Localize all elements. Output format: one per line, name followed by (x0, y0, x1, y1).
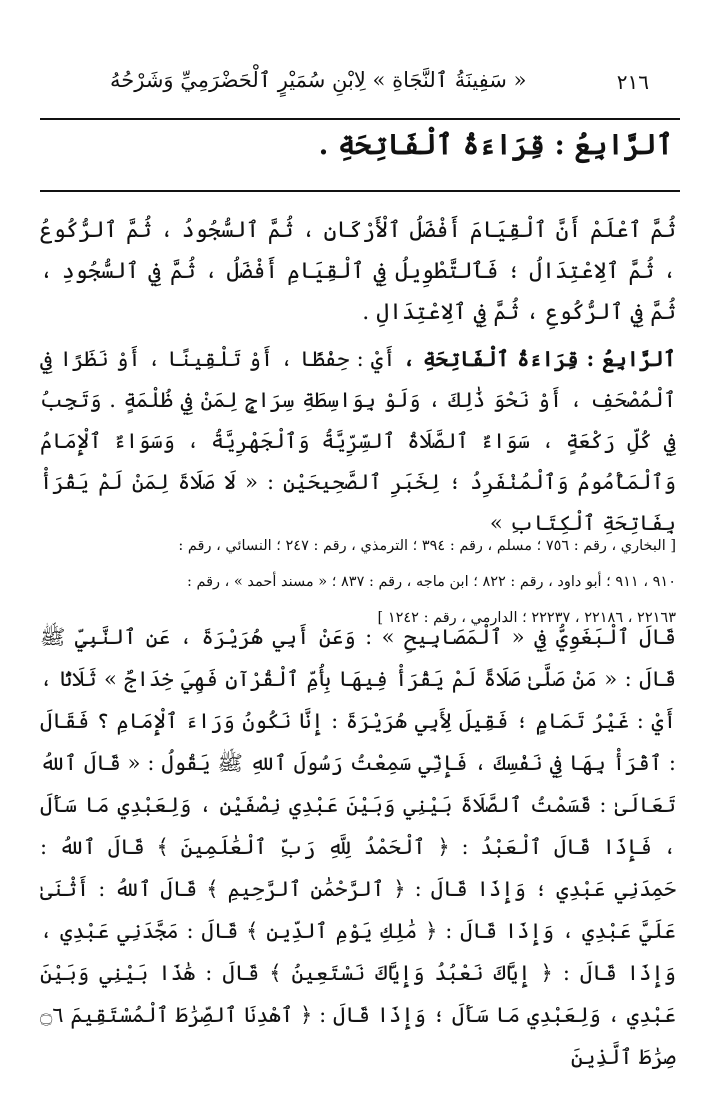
running-title: « سَفِينَةُ ٱلنَّجَاةِ » لِابْنِ سُمَيْرٍ ٱلْحَضْرَمِيِّ وَشَرْحُهُ (110, 68, 527, 92)
paragraph-ranking-of-pillars: ثُمَّ ٱعْلَمْ أَنَّ ٱلْقِيَامَ أَفْضَلُ ٱلْأَرْكَانِ ، ثُمَّ ٱلسُّجُودُ ، ثُمَّ ٱلرُّكُوعُ ، ثُمَّ ٱلِاعْتِدَالُ ؛ فَٱلتَّطْوِيلُ فِي ٱلْقِيَامِ أَفْضَلُ ، ثُمَّ فِي ٱلسُّجُودِ ، ثُمَّ فِي ٱلرُّكُوعِ ، ثُمَّ فِي ٱلِاعْتِدَالِ . (40, 218, 676, 325)
paragraph-lead-term: ٱلرَّابِعُ : قِرَاءَةُ ٱلْفَاتِحَةِ ، (402, 346, 676, 371)
page-number: ٢١٦ (616, 70, 649, 94)
reference-line: ٩١٠ ، ٩١١ ؛ أبو داود ، رقم : ٨٢٢ ؛ ابن ماجه ، رقم : ٨٣٧ ؛ « مسند أحمد » ، رقم : (186, 574, 676, 590)
paragraph-fatiha-explanation (40, 338, 676, 544)
reference-line: ٢٢١٦٣ ، ٢٢١٨٦ ، ٢٢٢٣٧ ؛ الدارمي ، رقم : ١٢٤٢ ] (377, 610, 676, 626)
matn-divider (40, 190, 680, 192)
page-header (40, 62, 677, 106)
paragraph-body-text: أَيْ : حِفْظًا ، أَوْ تَلْقِينًا ، أَوْ نَظَرًا فِي ٱلْمُصْحَفِ ، أَوْ نَحْوَ ذَٰلِكَ ، وَلَوْ بِوَاسِطَةِ سِرَاجٍ لِمَنْ فِي ظُلْمَةٍ . وَتَجِبُ فِي كُلِّ رَكْعَةٍ ، سَوَاءٌ ٱلصَّلَاةُ ٱلسِّرِّيَّةُ وَٱلْجَهْرِيَّةُ ، وَسَوَاءٌ ٱلْإِمَامُ وَٱلْمَأْمُومُ وَٱلْمُنْفَرِدُ ؛ لِخَبَرِ ٱلصَّحِيحَيْنِ : « لَا صَلَاةَ لِمَنْ لَمْ يَقْرَأْ بِفَاتِحَةِ ٱلْكِتَابِ » (40, 347, 676, 535)
section-heading: ٱلرَّابِعُ : قِرَاءَةُ ٱلْفَاتِحَةِ . (318, 128, 673, 161)
reference-line: [ البخاري ، رقم : ٧٥٦ ؛ مسلم ، رقم : ٣٩٤ ؛ الترمذي ، رقم : ٢٤٧ ؛ النسائي ، رقم : (178, 538, 676, 554)
header-divider (40, 118, 680, 120)
paragraph-baghawi-hadith: قَالَ ٱلْبَغَوِيُّ فِي « ٱلْمَصَابِيحِ » : وَعَنْ أَبِي هُرَيْرَةَ ، عَنِ ٱلنَّبِيِّ ﷺ قَالَ : « مَنْ صَلَّىٰ صَلَاةً لَمْ يَقْرَأْ فِيهَا بِأُمِّ ٱلْقُرْآنِ فَهِيَ خِدَاجٌ » ثَلَاثًا ، أَيْ : غَيْرُ تَمَامٍ ؛ فَقِيلَ لِأَبِي هُرَيْرَةَ : إِنَّا نَكُونُ وَرَاءَ ٱلْإِمَامِ ؟ فَقَالَ : ٱقْرَأْ بِهَا فِي نَفْسِكَ ، فَإِنِّي سَمِعْتُ رَسُولَ ٱللهِ ﷺ يَقُولُ : « قَالَ ٱللهُ تَعَالَىٰ : قَسَمْتُ ٱلصَّلَاةَ بَيْنِي وَبَيْنَ عَبْدِي نِصْفَيْنِ ، وَلِعَبْدِي مَا سَأَلَ ، فَإِذَا قَالَ ٱلْعَبْدُ : ﴿ ٱلْحَمْدُ لِلَّهِ رَبِّ ٱلْعَٰلَمِينَ ﴾ قَالَ ٱللهُ : حَمِدَنِي عَبْدِي ؛ وَإِذَا قَالَ : ﴿ ٱلرَّحْمَٰنِ ٱلرَّحِيمِ ﴾ قَالَ ٱللهُ : أَثْنَىٰ عَلَيَّ عَبْدِي ، وَإِذَا قَالَ : ﴿ مَٰلِكِ يَوْمِ ٱلدِّينِ ﴾ قَالَ : مَجَّدَنِي عَبْدِي ، وَإِذَا قَالَ : ﴿ إِيَّاكَ نَعْبُدُ وَإِيَّاكَ نَسْتَعِينُ ﴾ قَالَ : هَٰذَا بَيْنِي وَبَيْنَ عَبْدِي ، وَلِعَبْدِي مَا سَأَلَ ؛ وَإِذَا قَالَ : ﴿ ٱهْدِنَا ٱلصِّرَٰطَ ٱلْمُسْتَقِيمَ ۝٦ صِرَٰطَ ٱلَّذِينَ (40, 625, 676, 1069)
